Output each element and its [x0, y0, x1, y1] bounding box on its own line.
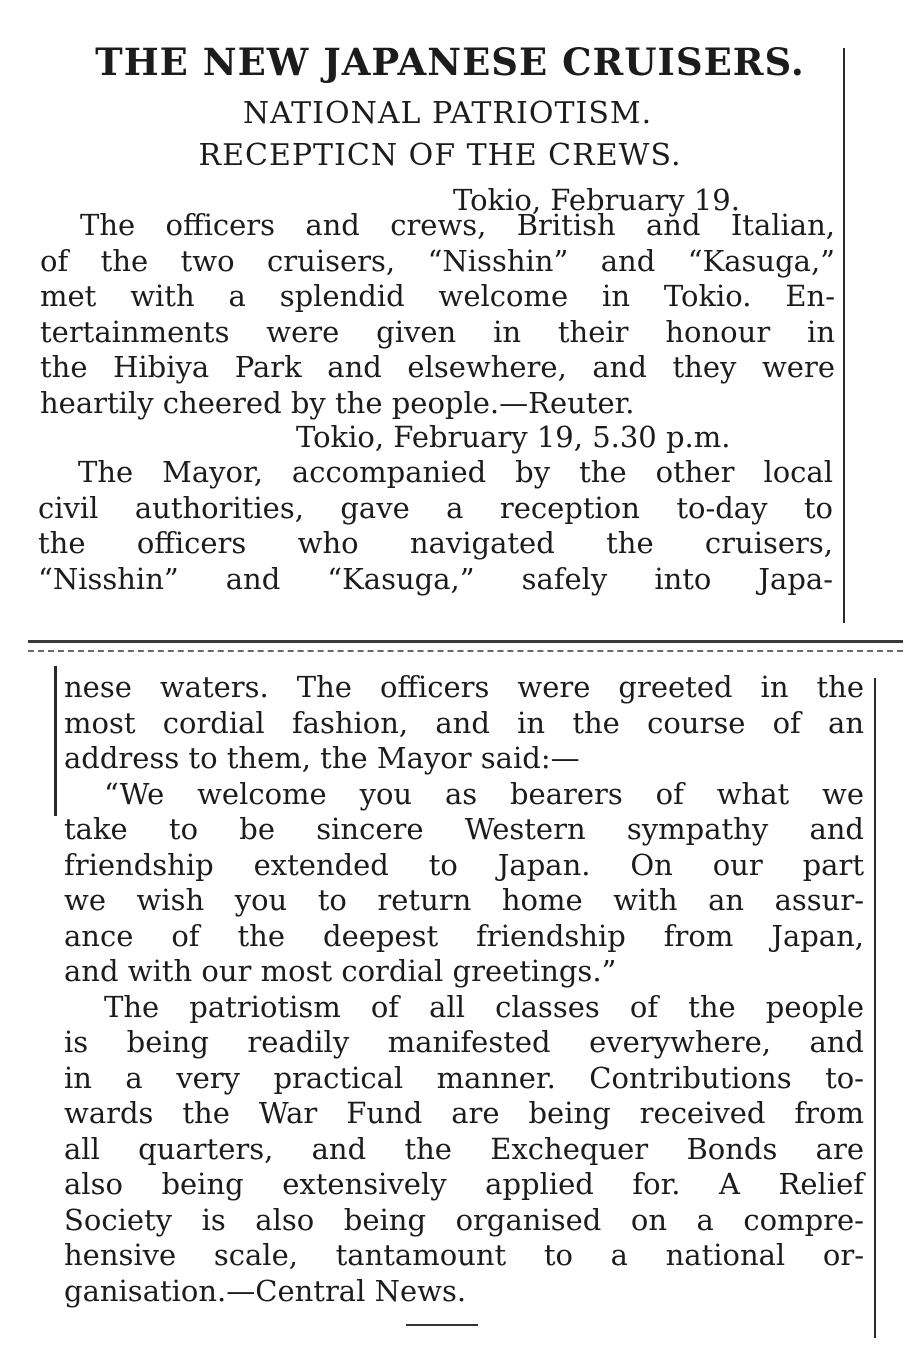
- dateline-first: Tokio, February 19.: [453, 183, 740, 217]
- headline-subtitle-patriotism: NATIONAL PATRIOTISM.: [242, 96, 653, 131]
- text-line: the officers who navigated the cruisers,: [38, 526, 833, 560]
- text-line: of the two cruisers, “Nisshin” and “Kasuga,”: [40, 243, 835, 278]
- text-line: Society is also being organised on a compre-: [64, 1202, 864, 1237]
- text-line: also being extensively applied for. A Relief: [64, 1167, 864, 1201]
- paragraph-continuation: [64, 670, 864, 1309]
- text-line: in a very practical manner. Contributions to-: [64, 1060, 864, 1095]
- text-line: civil authorities, gave a reception to-day to: [38, 490, 833, 525]
- text-line: The Mayor, accompanied by the other local: [78, 455, 833, 489]
- text-line: most cordial fashion, and in the course of an: [64, 705, 864, 740]
- text-line: wards the War Fund are being received from: [64, 1096, 864, 1130]
- clipping-top: [0, 0, 908, 630]
- text-line: “We welcome you as bearers of what we: [104, 776, 864, 811]
- headline-subtitle-reception: RECEPTICN OF THE CREWS.: [198, 138, 682, 173]
- text-line: all quarters, and the Exchequer Bonds are: [64, 1131, 864, 1166]
- text-line: The patriotism of all classes of the people: [104, 989, 864, 1024]
- text-line: is being readily manifested everywhere, and: [64, 1025, 864, 1059]
- text-line: friendship extended to Japan. On our part: [64, 847, 864, 882]
- clipping-divider: [28, 640, 903, 643]
- column-rule: [843, 48, 845, 623]
- dateline-second: Tokio, February 19, 5.30 p.m.: [296, 420, 731, 454]
- text-line: we wish you to return home with an assur-: [64, 883, 864, 917]
- paragraph-welcome: [40, 208, 835, 421]
- text-line: hensive scale, tantamount to a national or-: [64, 1238, 864, 1272]
- clipping-bottom: [0, 648, 908, 1357]
- column-rule: [874, 678, 876, 1338]
- text-line: the Hibiya Park and elsewhere, and they were: [40, 350, 835, 384]
- column-rule: [54, 666, 57, 816]
- text-line: The officers and crews, British and Italian,: [80, 208, 835, 242]
- text-line: take to be sincere Western sympathy and: [64, 812, 864, 846]
- text-line: ance of the deepest friendship from Japan,: [64, 918, 864, 953]
- text-line: nese waters. The officers were greeted in the: [64, 670, 864, 704]
- text-line: and with our most cordial greetings.”: [64, 954, 617, 988]
- text-line: met with a splendid welcome in Tokio. En-: [40, 279, 835, 313]
- text-line: address to them, the Mayor said:—: [64, 741, 580, 775]
- text-line: heartily cheered by the people.—Reuter.: [40, 385, 635, 420]
- end-rule: [406, 1324, 478, 1326]
- text-line: ganisation.—Central News.: [64, 1273, 467, 1308]
- text-line: “Nisshin” and “Kasuga,” safely into Japa-: [38, 561, 833, 596]
- paragraph-mayor-reception: [38, 455, 833, 597]
- text-line: tertainments were given in their honour in: [40, 314, 835, 349]
- headline-title: THE NEW JAPANESE CRUISERS.: [95, 40, 805, 84]
